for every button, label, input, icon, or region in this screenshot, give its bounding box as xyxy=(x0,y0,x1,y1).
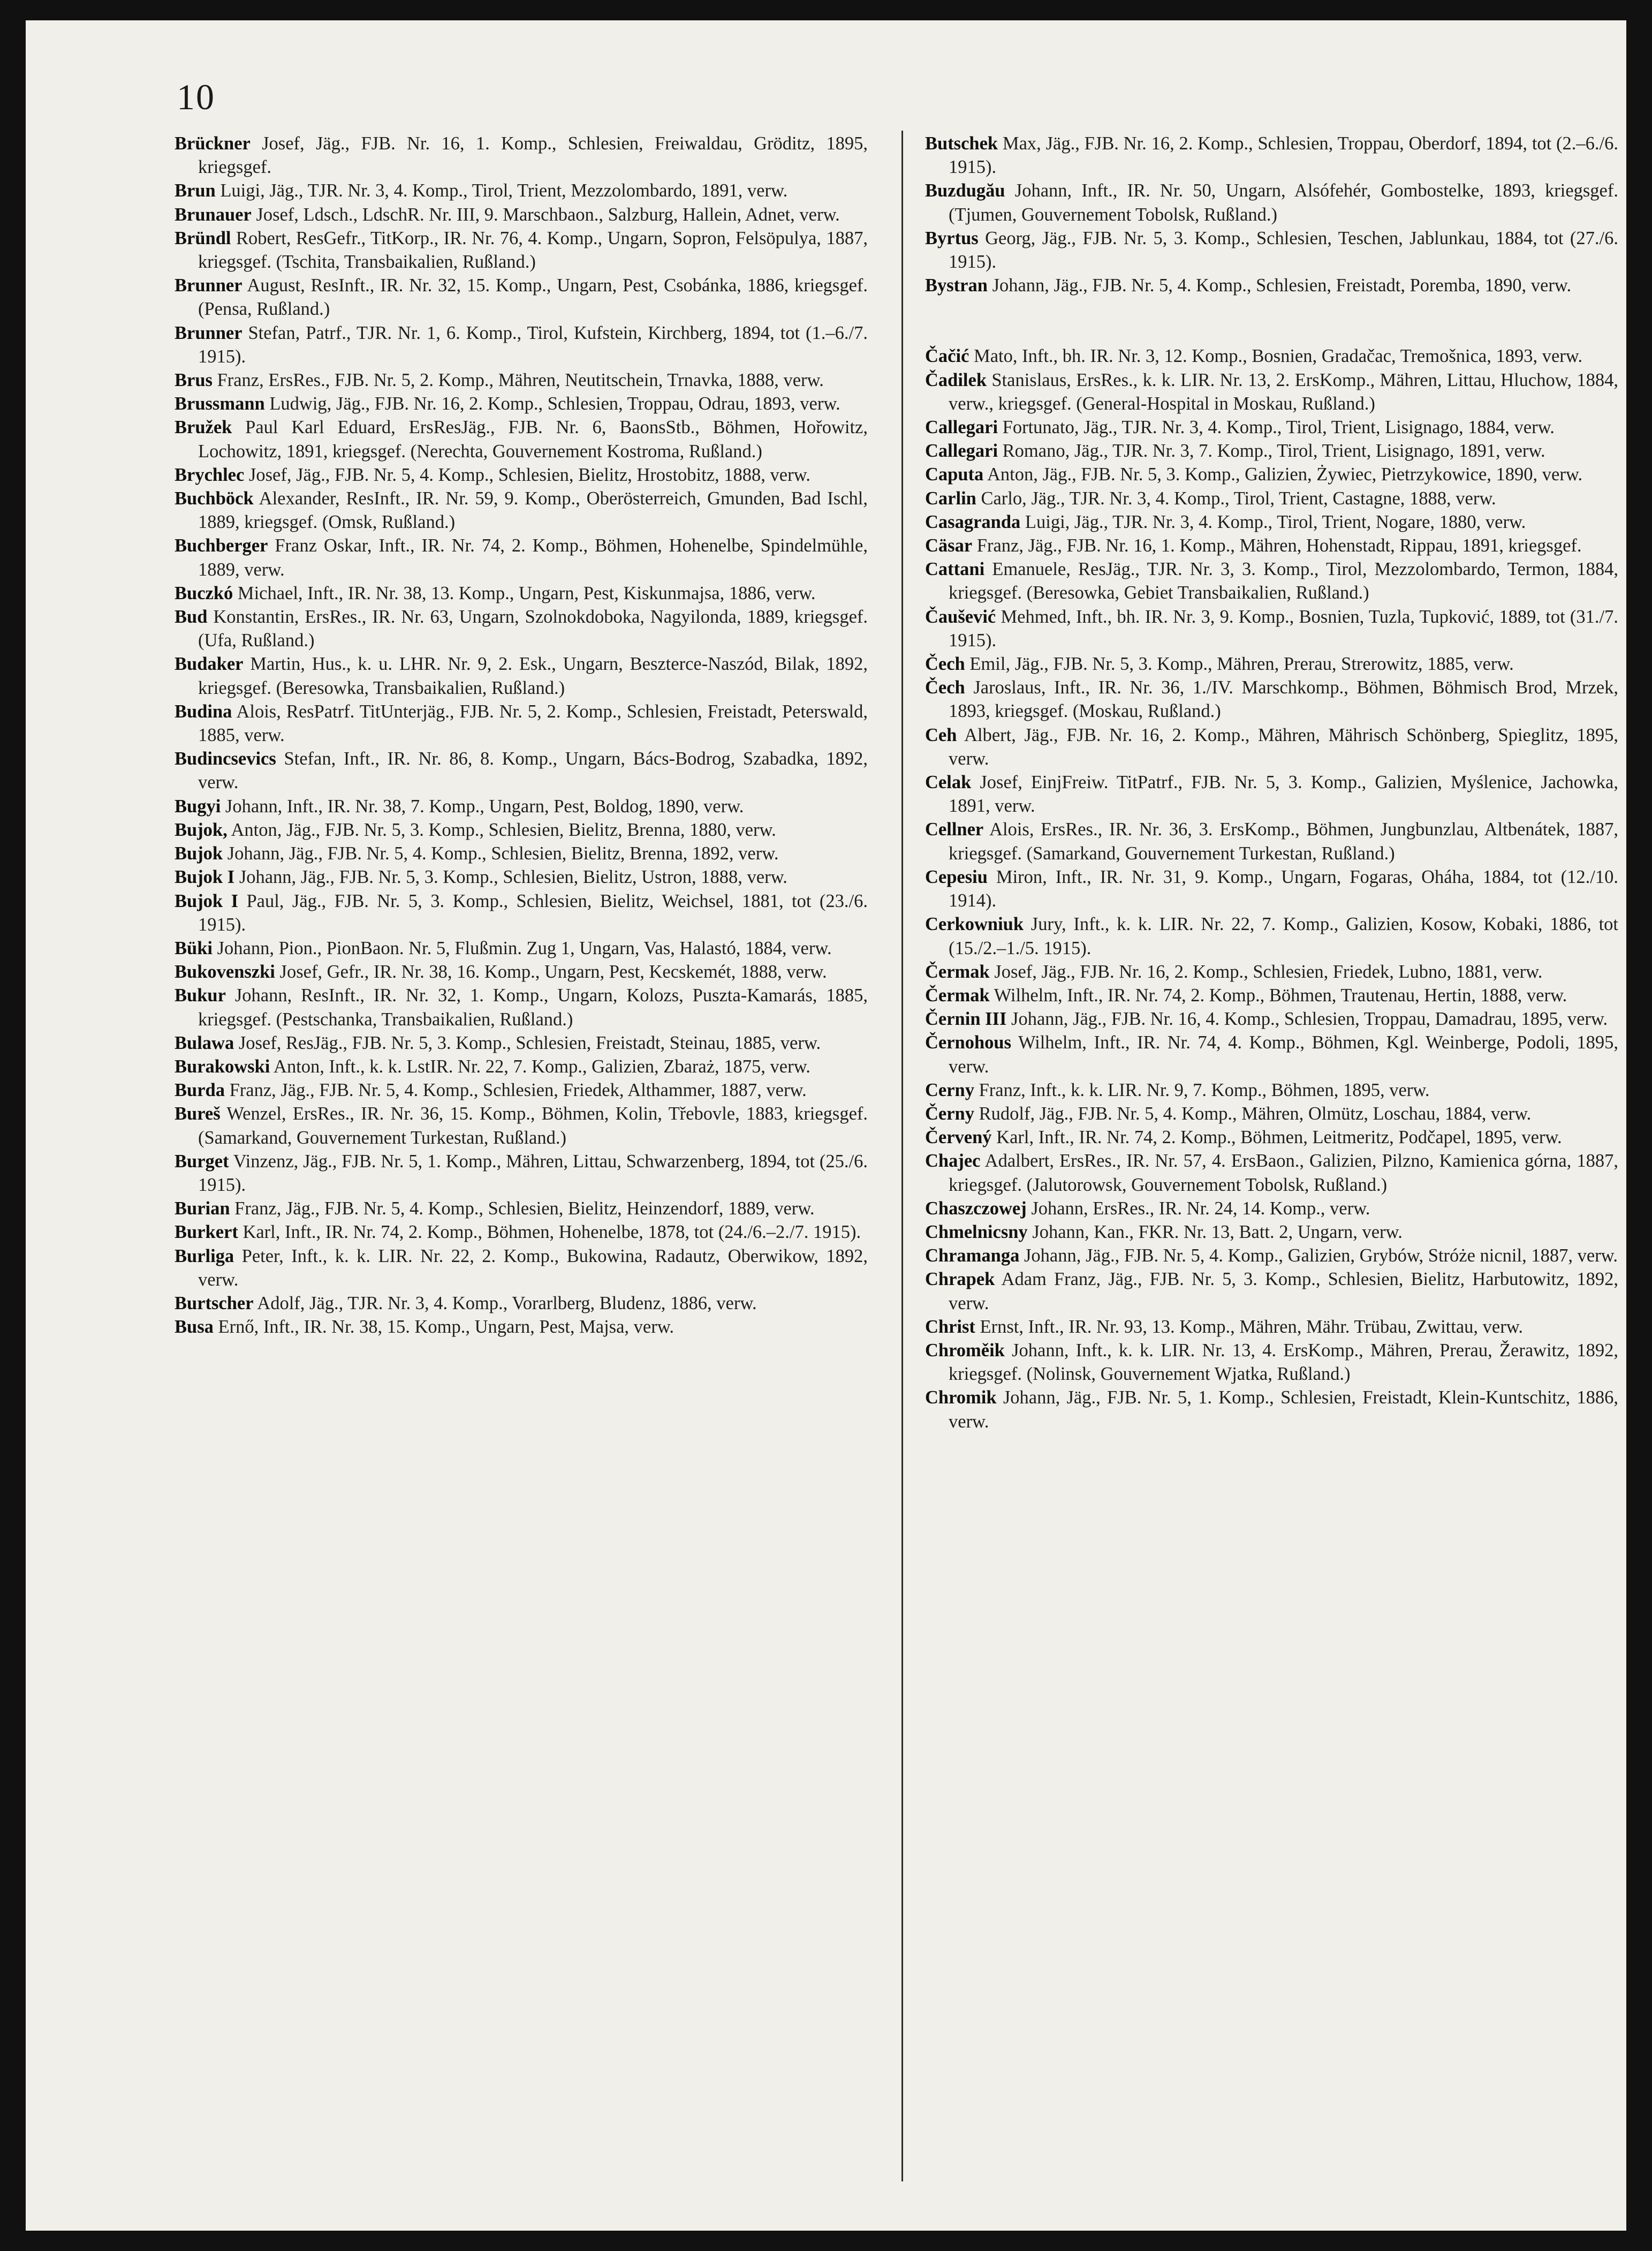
entry-details: Martin, Hus., k. u. LHR. Nr. 9, 2. Esk., Ungarn, Beszterce-Naszód, Bilak, 1892, kriegsgef. (Beresowka, Transbaikalien, Rußland.) xyxy=(198,654,868,698)
entry-surname: Brunauer xyxy=(175,204,252,225)
entry-surname: Bujok I xyxy=(175,890,239,911)
entry-details: Stefan, Patrf., TJR. Nr. 1, 6. Komp., Tirol, Kufstein, Kirchberg, 1894, tot (1.–6./7. 1915). xyxy=(198,322,868,367)
register-entry xyxy=(175,842,868,865)
entry-surname: Burakowski xyxy=(175,1056,270,1077)
entry-surname: Burget xyxy=(175,1151,229,1172)
register-entry xyxy=(175,1315,868,1339)
register-entry xyxy=(175,321,868,368)
entry-surname: Budincsevics xyxy=(175,749,276,769)
entry-surname: Burkert xyxy=(175,1222,238,1243)
entry-details: Johann, Jäg., FJB. Nr. 5, 3. Komp., Schlesien, Bielitz, Ustron, 1888, verw. xyxy=(234,867,787,888)
entry-details: Johann, Kan., FKR. Nr. 13, Batt. 2, Ungarn, verw. xyxy=(1027,1221,1403,1242)
entry-surname: Brunner xyxy=(175,322,243,343)
entry-surname: Chaszczowej xyxy=(925,1198,1027,1219)
register-entry xyxy=(175,818,868,842)
register-entry xyxy=(925,912,1618,960)
register-entry xyxy=(175,1244,868,1291)
entry-details: Robert, ResGefr., TitKorp., IR. Nr. 76, 4. Komp., Ungarn, Sopron, Felsöpulya, 1887, kriegsgef. (Tschita, Transbaikalien, Rußland.) xyxy=(198,228,868,273)
entry-surname: Bureš xyxy=(175,1104,221,1124)
register-entry xyxy=(175,368,868,392)
entry-surname: Chromik xyxy=(925,1387,997,1408)
entry-surname: Buchberger xyxy=(175,535,268,556)
register-entry xyxy=(925,1339,1618,1386)
entry-surname: Černohous xyxy=(925,1032,1012,1053)
entry-surname: Čačić xyxy=(925,346,969,367)
entry-surname: Callegari xyxy=(925,441,998,462)
entry-surname: Čermak xyxy=(925,961,990,982)
entry-surname: Cellner xyxy=(925,819,984,840)
entry-details: Josef, Jäg., FJB. Nr. 5, 4. Komp., Schlesien, Bielitz, Hrostobitz, 1888, verw. xyxy=(244,464,810,485)
register-entry xyxy=(925,1315,1618,1339)
register-entry xyxy=(925,439,1618,463)
entry-details: Josef, Jäg., FJB. Nr. 16, 1. Komp., Schlesien, Freiwaldau, Gröditz, 1895, kriegsgef. xyxy=(198,133,868,178)
entry-details: Luigi, Jäg., TJR. Nr. 3, 4. Komp., Tirol, Trient, Nogare, 1880, verw. xyxy=(1020,511,1526,532)
entry-surname: Budaker xyxy=(175,654,244,675)
entry-details: Karl, Inft., IR. Nr. 74, 2. Komp., Böhmen, Leitmeritz, Podčapel, 1895, verw. xyxy=(991,1127,1562,1148)
register-entry xyxy=(925,274,1618,297)
register-entry xyxy=(175,392,868,416)
entry-details: Johann, Inft., IR. Nr. 50, Ungarn, Alsófehér, Gombostelke, 1893, kriegsgef. (Tjumen, Gouvernement Tobolsk, Rußland.) xyxy=(949,180,1618,225)
entry-surname: Busa xyxy=(175,1317,214,1338)
register-entry xyxy=(925,1386,1618,1433)
entry-surname: Bujok xyxy=(175,843,223,864)
entry-details: Max, Jäg., FJB. Nr. 16, 2. Komp., Schlesien, Troppau, Oberdorf, 1894, tot (2.–6./6. 1915). xyxy=(949,133,1618,178)
entry-details: Wilhelm, Inft., IR. Nr. 74, 4. Komp., Böhmen, Kgl. Weinberge, Podoli, 1895, verw. xyxy=(949,1032,1618,1077)
register-entry xyxy=(175,1078,868,1102)
register-entry xyxy=(175,865,868,889)
entry-details: Peter, Inft., k. k. LIR. Nr. 22, 2. Komp., Bukowina, Radautz, Oberwikow, 1892, verw. xyxy=(198,1245,868,1290)
register-entry xyxy=(925,771,1618,818)
entry-details: Johann, Jäg., FJB. Nr. 16, 4. Komp., Schlesien, Troppau, Damadrau, 1895, verw. xyxy=(1006,1009,1608,1030)
entry-surname: Cerkowniuk xyxy=(925,914,1024,935)
entry-surname: Cattani xyxy=(925,559,985,580)
entry-details: Stanislaus, ErsRes., k. k. LIR. Nr. 13, 2. ErsKomp., Mähren, Littau, Hluchow, 1884, verw., kriegsgef. (General-Hospital in Moskau, Rußland.) xyxy=(949,369,1618,414)
register-entry xyxy=(175,1197,868,1220)
entry-details: Anton, Jäg., FJB. Nr. 5, 3. Komp., Galizien, Żywiec, Pietrzykowice, 1890, verw. xyxy=(983,464,1583,485)
entry-surname: Carlin xyxy=(925,488,976,509)
entry-surname: Buzdugău xyxy=(925,180,1005,201)
entry-surname: Červený xyxy=(925,1127,992,1148)
entry-details: Adalbert, ErsRes., IR. Nr. 57, 4. ErsBaon., Galizien, Pilzno, Kamienica górna, 1887, kriegsgef. (Jalutorowsk, Gouvernement Tobolsk, Rußland.) xyxy=(949,1151,1618,1195)
register-entry xyxy=(925,226,1618,274)
entry-details: Carlo, Jäg., TJR. Nr. 3, 4. Komp., Tirol, Trient, Castagne, 1888, verw. xyxy=(976,488,1496,509)
entry-surname: Brückner xyxy=(175,133,251,154)
entry-surname: Černy xyxy=(925,1103,974,1124)
entry-surname: Buchböck xyxy=(175,488,254,509)
entry-surname: Brychlec xyxy=(175,464,245,485)
entry-surname: Čadilek xyxy=(925,369,987,390)
register-entry xyxy=(175,795,868,818)
entry-details: Emil, Jäg., FJB. Nr. 5, 3. Komp., Mähren, Prerau, Strerowitz, 1885, verw. xyxy=(965,654,1514,675)
register-entry xyxy=(925,984,1618,1007)
entry-surname: Bud xyxy=(175,607,208,628)
entry-details: Ludwig, Jäg., FJB. Nr. 16, 2. Komp., Schlesien, Troppau, Odrau, 1893, verw. xyxy=(264,394,840,414)
entry-surname: Burian xyxy=(175,1198,230,1219)
register-entry xyxy=(175,534,868,581)
entry-surname: Čaušević xyxy=(925,606,996,627)
entry-details: Fortunato, Jäg., TJR. Nr. 3, 4. Komp., Tirol, Trient, Lisignago, 1884, verw. xyxy=(998,417,1555,438)
entry-surname: Büki xyxy=(175,938,213,958)
entry-details: Mato, Inft., bh. IR. Nr. 3, 12. Komp., Bosnien, Gradačac, Tremošnica, 1893, verw. xyxy=(969,346,1583,367)
register-entry xyxy=(925,1149,1618,1196)
entry-surname: Bujok, xyxy=(175,819,228,840)
register-entry xyxy=(175,936,868,960)
entry-details: Josef, Ldsch., LdschR. Nr. III, 9. Marschbaon., Salzburg, Hallein, Adnet, verw. xyxy=(251,204,840,225)
entry-details: Johann, Inft., k. k. LIR. Nr. 13, 4. ErsKomp., Mähren, Prerau, Žerawitz, 1892, kriegsgef. (Nolinsk, Gouvernement Wjatka, Rußland.) xyxy=(949,1340,1618,1385)
register-entry xyxy=(925,818,1618,865)
register-entry xyxy=(925,368,1618,416)
entry-surname: Bystran xyxy=(925,275,988,296)
register-entry xyxy=(175,747,868,794)
entry-details: Josef, Jäg., FJB. Nr. 16, 2. Komp., Schlesien, Friedek, Lubno, 1881, verw. xyxy=(989,961,1543,982)
entry-details: Ernő, Inft., IR. Nr. 38, 15. Komp., Ungarn, Pest, Majsa, verw. xyxy=(213,1317,675,1338)
entry-details: Johann, Jäg., FJB. Nr. 5, 4. Komp., Schlesien, Freistadt, Poremba, 1890, verw. xyxy=(987,275,1572,296)
register-entry xyxy=(175,226,868,274)
entry-details: Anton, Jäg., FJB. Nr. 5, 3. Komp., Schlesien, Bielitz, Brenna, 1880, verw. xyxy=(227,819,776,840)
page-number: 10 xyxy=(177,77,215,117)
register-entry xyxy=(925,534,1618,557)
register-entry xyxy=(175,700,868,747)
entry-surname: Ceh xyxy=(925,724,957,745)
entry-surname: Brunner xyxy=(175,275,243,296)
entry-surname: Bružek xyxy=(175,417,232,438)
entry-surname: Burliga xyxy=(175,1245,234,1266)
entry-surname: Chmelnicsny xyxy=(925,1221,1028,1242)
register-entry xyxy=(925,179,1618,226)
register-entry xyxy=(175,605,868,652)
register-entry xyxy=(925,1126,1618,1149)
entry-details: Karl, Inft., IR. Nr. 74, 2. Komp., Böhmen, Hohenelbe, 1878, tot (24./6.–2./7. 1915). xyxy=(238,1222,861,1243)
register-entry xyxy=(925,652,1618,676)
right-column xyxy=(925,132,1618,1433)
entry-surname: Casagranda xyxy=(925,511,1021,532)
entry-surname: Chroměik xyxy=(925,1340,1005,1361)
register-entry xyxy=(175,203,868,226)
entry-details: Paul, Jäg., FJB. Nr. 5, 3. Komp., Schlesien, Bielitz, Weichsel, 1881, tot (23./6. 1915). xyxy=(198,890,868,935)
register-entry xyxy=(175,889,868,936)
register-entry xyxy=(925,1197,1618,1220)
register-entry xyxy=(175,132,868,179)
entry-details: Miron, Inft., IR. Nr. 31, 9. Komp., Ungarn, Fogaras, Oháha, 1884, tot (12./10. 1914). xyxy=(949,866,1618,911)
register-entry xyxy=(175,652,868,699)
entry-details: Johann, Pion., PionBaon. Nr. 5, Flußmin. Zug 1, Ungarn, Vas, Halastó, 1884, verw. xyxy=(212,938,832,958)
entry-surname: Bukovenszki xyxy=(175,962,275,983)
entry-surname: Cepesiu xyxy=(925,866,988,887)
entry-details: Adam Franz, Jäg., FJB. Nr. 5, 3. Komp., Schlesien, Bielitz, Harbutowitz, 1892, verw. xyxy=(949,1269,1618,1313)
register-entry xyxy=(925,1102,1618,1126)
register-entry xyxy=(925,960,1618,984)
register-entry xyxy=(175,1055,868,1078)
entry-surname: Brus xyxy=(175,370,213,391)
entry-details: Albert, Jäg., FJB. Nr. 16, 2. Komp., Mähren, Mährisch Schönberg, Spieglitz, 1895, verw. xyxy=(949,724,1618,769)
entry-surname: Chajec xyxy=(925,1151,981,1172)
entry-details: Johann, Jäg., FJB. Nr. 5, 4. Komp., Schlesien, Bielitz, Brenna, 1892, verw. xyxy=(223,843,779,864)
entry-surname: Bujok I xyxy=(175,867,235,888)
register-entry xyxy=(175,984,868,1031)
entry-surname: Burda xyxy=(175,1080,225,1101)
register-entry xyxy=(175,1291,868,1315)
entry-details: Konstantin, ErsRes., IR. Nr. 63, Ungarn, Szolnokdoboka, Nagyilonda, 1889, kriegsgef. (Ufa, Rußland.) xyxy=(198,607,868,651)
entry-details: Alois, ErsRes., IR. Nr. 36, 3. ErsKomp., Böhmen, Jungbunzlau, Altbenátek, 1887, kriegsgef. (Samarkand, Gouvernement Turkestan, Rußland.) xyxy=(949,819,1618,864)
entry-details: Mehmed, Inft., bh. IR. Nr. 3, 9. Komp., Bosnien, Tuzla, Tupković, 1889, tot (31./7. 1915). xyxy=(949,606,1618,651)
entry-details: Wilhelm, Inft., IR. Nr. 74, 2. Komp., Böhmen, Trautenau, Hertin, 1888, verw. xyxy=(989,985,1567,1006)
register-entry xyxy=(175,1220,868,1244)
entry-surname: Bründl xyxy=(175,228,231,248)
register-entry xyxy=(925,676,1618,723)
entry-details: Alois, ResPatrf. TitUnterjäg., FJB. Nr. 5, 2. Komp., Schlesien, Freistadt, Peterswald, 1885, verw. xyxy=(198,701,868,746)
register-entry xyxy=(925,865,1618,912)
entry-details: Stefan, Inft., IR. Nr. 86, 8. Komp., Ungarn, Bács-Bodrog, Szabadka, 1892, verw. xyxy=(198,749,868,793)
entry-surname: Christ xyxy=(925,1316,975,1337)
register-entry xyxy=(925,344,1618,368)
register-entry xyxy=(925,1078,1618,1102)
register-entry xyxy=(925,487,1618,510)
register-entry xyxy=(925,723,1618,771)
entry-surname: Butschek xyxy=(925,133,998,154)
entry-details: Georg, Jäg., FJB. Nr. 5, 3. Komp., Schlesien, Teschen, Jablunkau, 1884, tot (27./6. 1915). xyxy=(949,228,1618,273)
entry-details: Franz, Jäg., FJB. Nr. 5, 4. Komp., Schlesien, Friedek, Althammer, 1887, verw. xyxy=(224,1080,807,1101)
register-entry xyxy=(175,1102,868,1149)
left-column xyxy=(175,132,868,1339)
entry-details: Anton, Inft., k. k. LstIR. Nr. 22, 7. Komp., Galizien, Zbaraż, 1875, verw. xyxy=(270,1056,810,1077)
entry-surname: Caputa xyxy=(925,464,984,485)
entry-surname: Čech xyxy=(925,654,965,675)
entry-surname: Celak xyxy=(925,772,972,793)
register-entry xyxy=(925,463,1618,486)
entry-details: Luigi, Jäg., TJR. Nr. 3, 4. Komp., Tirol, Trient, Mezzolombardo, 1891, verw. xyxy=(215,180,788,201)
register-entry xyxy=(175,487,868,534)
entry-surname: Byrtus xyxy=(925,228,979,248)
register-entry xyxy=(925,416,1618,439)
register-entry xyxy=(925,557,1618,605)
entry-details: Josef, EinjFreiw. TitPatrf., FJB. Nr. 5, 3. Komp., Galizien, Myślenice, Jachowka, 1891, verw. xyxy=(949,772,1618,817)
register-entry xyxy=(925,1220,1618,1244)
entry-details: Johann, ResInft., IR. Nr. 32, 1. Komp., Ungarn, Kolozs, Puszta-Kamarás, 1885, kriegsgef. (Pestschanka, Transbaikalien, Rußland.) xyxy=(198,985,868,1030)
entry-details: Vinzenz, Jäg., FJB. Nr. 5, 1. Komp., Mähren, Littau, Schwarzenberg, 1894, tot (25./6. 1915). xyxy=(198,1151,868,1195)
register-entry xyxy=(175,274,868,321)
column-divider xyxy=(901,131,903,2181)
register-entry xyxy=(925,1031,1618,1078)
entry-surname: Chrapek xyxy=(925,1269,995,1290)
entry-details: Jaroslaus, Inft., IR. Nr. 36, 1./IV. Marschkomp., Böhmen, Böhmisch Brod, Mrzek, 1893, kriegsgef. (Moskau, Rußland.) xyxy=(949,677,1618,722)
entry-surname: Cerny xyxy=(925,1079,974,1100)
entry-details: Wenzel, ErsRes., IR. Nr. 36, 15. Komp., Böhmen, Kolin, Třebovle, 1883, kriegsgef. (Samarkand, Gouvernement Turkestan, Rußland.) xyxy=(198,1104,868,1148)
entry-surname: Burtscher xyxy=(175,1293,254,1313)
entry-surname: Černin III xyxy=(925,1009,1007,1030)
entry-details: Franz, Jäg., FJB. Nr. 16, 1. Komp., Mähren, Hohenstadt, Rippau, 1891, kriegsgef. xyxy=(972,535,1582,556)
register-entry xyxy=(175,960,868,984)
entry-details: Ernst, Inft., IR. Nr. 93, 13. Komp., Mähren, Mähr. Trübau, Zwittau, verw. xyxy=(975,1316,1523,1337)
register-entry xyxy=(175,1031,868,1055)
register-entry xyxy=(925,510,1618,534)
entry-surname: Chramanga xyxy=(925,1245,1020,1266)
entry-details: Johann, Jäg., FJB. Nr. 5, 4. Komp., Galizien, Grybów, Stróże nicnil, 1887, verw. xyxy=(1019,1245,1618,1266)
entry-details: Rudolf, Jäg., FJB. Nr. 5, 4. Komp., Mähren, Olmütz, Loschau, 1884, verw. xyxy=(974,1103,1532,1124)
entry-details: August, ResInft., IR. Nr. 32, 15. Komp., Ungarn, Pest, Csobánka, 1886, kriegsgef. (Pensa, Rußland.) xyxy=(198,275,868,320)
entry-details: Franz, Jäg., FJB. Nr. 5, 4. Komp., Schlesien, Bielitz, Heinzendorf, 1889, verw. xyxy=(230,1198,815,1219)
entry-surname: Bulawa xyxy=(175,1032,234,1053)
entry-details: Franz, Inft., k. k. LIR. Nr. 9, 7. Komp., Böhmen, 1895, verw. xyxy=(974,1079,1430,1100)
register-entry xyxy=(175,179,868,202)
entry-details: Johann, ErsRes., IR. Nr. 24, 14. Komp., verw. xyxy=(1026,1198,1370,1219)
entry-details: Romano, Jäg., TJR. Nr. 3, 7. Komp., Tirol, Trient, Lisignago, 1891, verw. xyxy=(998,441,1545,462)
entry-surname: Bukur xyxy=(175,985,226,1006)
entry-surname: Cäsar xyxy=(925,535,973,556)
register-entry xyxy=(175,581,868,605)
entry-surname: Brussmann xyxy=(175,394,265,414)
register-entry xyxy=(175,463,868,487)
entry-surname: Buczkó xyxy=(175,583,233,603)
entry-surname: Budina xyxy=(175,701,232,722)
entry-details: Johann, Jäg., FJB. Nr. 5, 1. Komp., Schlesien, Freistadt, Klein-Kuntschitz, 1886, verw. xyxy=(949,1387,1618,1432)
entry-details: Josef, ResJäg., FJB. Nr. 5, 3. Komp., Schlesien, Freistadt, Steinau, 1885, verw. xyxy=(234,1032,821,1053)
register-entry xyxy=(925,1244,1618,1267)
entry-details: Michael, Inft., IR. Nr. 38, 13. Komp., Ungarn, Pest, Kiskunmajsa, 1886, verw. xyxy=(233,583,816,603)
entry-details: Alexander, ResInft., IR. Nr. 59, 9. Komp., Oberösterreich, Gmunden, Bad Ischl, 1889, kriegsgef. (Omsk, Rußland.) xyxy=(198,488,868,533)
entry-surname: Callegari xyxy=(925,417,998,438)
register-entry xyxy=(925,132,1618,179)
entry-details: Paul Karl Eduard, ErsResJäg., FJB. Nr. 6, BaonsStb., Böhmen, Hořowitz, Lochowitz, 1891, kriegsgef. (Nerechta, Gouvernement Kostroma, Rußland.) xyxy=(198,417,868,462)
entry-details: Adolf, Jäg., TJR. Nr. 3, 4. Komp., Vorarlberg, Bludenz, 1886, verw. xyxy=(253,1293,757,1313)
entry-details: Emanuele, ResJäg., TJR. Nr. 3, 3. Komp., Tirol, Mezzolombardo, Termon, 1884, kriegsgef. (Beresowka, Gebiet Transbaikalien, Rußland.) xyxy=(949,559,1618,603)
entry-details: Johann, Inft., IR. Nr. 38, 7. Komp., Ungarn, Pest, Boldog, 1890, verw. xyxy=(221,796,744,817)
register-entry xyxy=(175,1150,868,1197)
register-entry xyxy=(925,1007,1618,1031)
entry-surname: Brun xyxy=(175,180,216,201)
document-page xyxy=(26,20,1626,2231)
section-gap xyxy=(925,297,1618,344)
register-entry xyxy=(175,416,868,463)
entry-details: Franz, ErsRes., FJB. Nr. 5, 2. Komp., Mähren, Neutitschein, Trnavka, 1888, verw. xyxy=(212,370,824,391)
entry-surname: Čech xyxy=(925,677,965,698)
entry-details: Jury, Inft., k. k. LIR. Nr. 22, 7. Komp., Galizien, Kosow, Kobaki, 1886, tot (15./2.–1./5. 1915). xyxy=(949,914,1618,958)
entry-details: Josef, Gefr., IR. Nr. 38, 16. Komp., Ungarn, Pest, Kecskemét, 1888, verw. xyxy=(275,962,827,983)
entry-surname: Bugyi xyxy=(175,796,221,817)
register-entry xyxy=(925,1267,1618,1315)
register-entry xyxy=(925,605,1618,652)
entry-surname: Čermak xyxy=(925,985,990,1006)
entry-details: Franz Oskar, Inft., IR. Nr. 74, 2. Komp., Böhmen, Hohenelbe, Spindelmühle, 1889, verw. xyxy=(198,535,868,580)
